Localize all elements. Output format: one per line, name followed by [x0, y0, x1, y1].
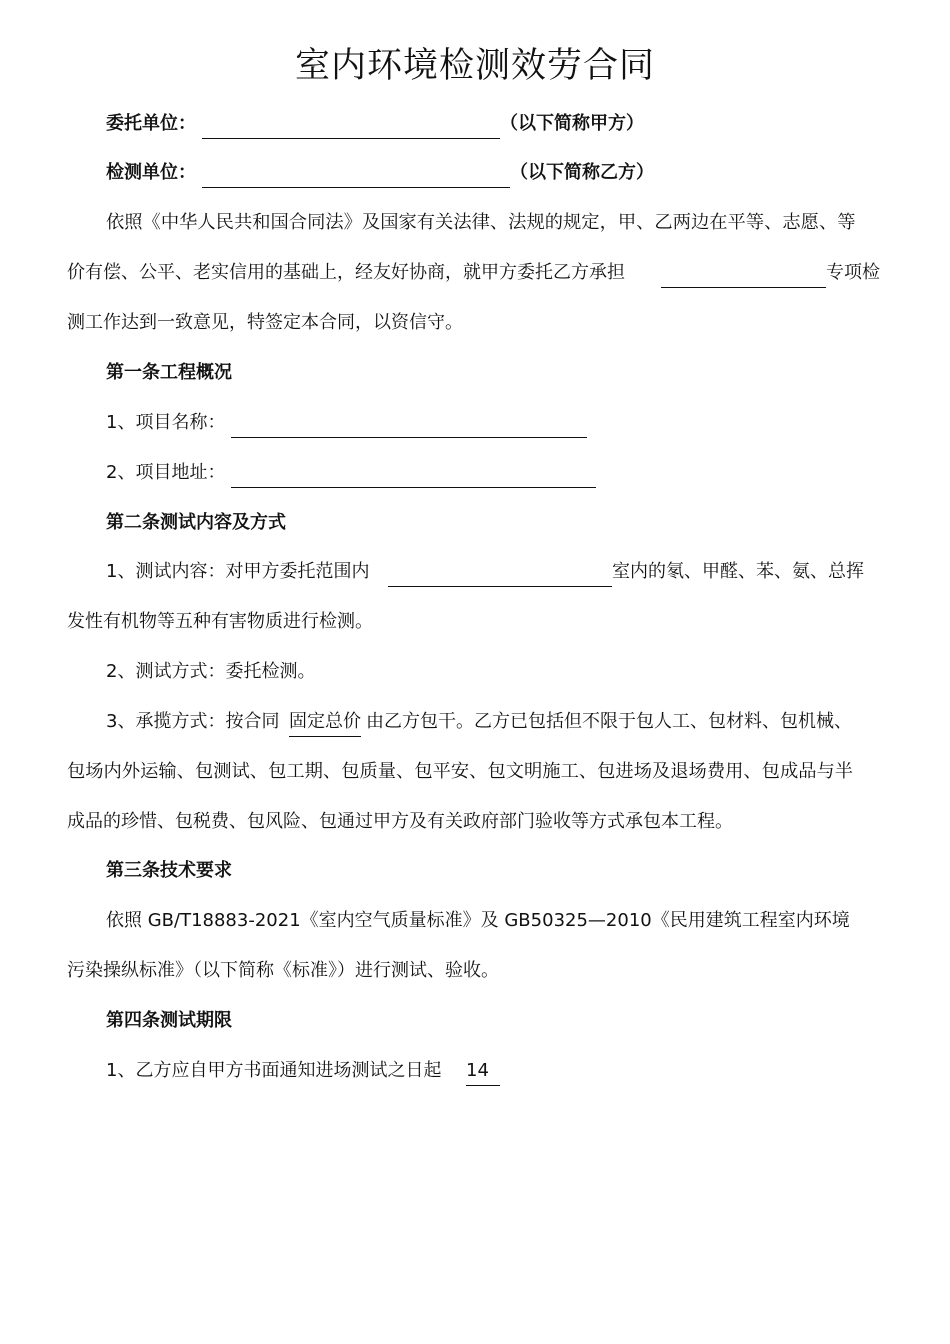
test-period-line: [0, 1056, 950, 1086]
contract-method-line-2: [0, 757, 950, 787]
project-name-blank: [231, 408, 587, 438]
article-3-heading: 第三条技术要求: [106, 860, 232, 881]
intro-line-1: [0, 208, 950, 238]
contract-method-line: [0, 707, 950, 737]
contract-method-text-c: 包场内外运输、包测试、包工期、包质量、包平安、包文明施工、包进场及退场费用、包成品与半: [67, 761, 854, 782]
project-type-blank: [661, 258, 826, 288]
test-content-text-a: 1、测试内容：对甲方委托范围内: [106, 561, 370, 582]
article-3-heading-line: [0, 856, 950, 886]
test-method-text: 2、测试方式：委托检测。: [106, 661, 316, 682]
test-scope-blank: [388, 557, 612, 587]
project-name-label: 1、项目名称：: [106, 412, 226, 433]
tester-label: 检测单位：: [106, 162, 196, 183]
test-content-text-b: 室内的氡、甲醛、苯、氨、总挥: [612, 561, 864, 582]
tech-req-text-1: 依照 GB/T18883-2021《室内空气质量标准》及 GB50325—2010《民用建筑工程室内环境: [106, 910, 850, 931]
article-1-heading: 第一条工程概况: [106, 362, 232, 383]
article-4-heading-line: [0, 1006, 950, 1036]
tester-suffix: （以下简称乙方）: [510, 162, 654, 183]
contract-method-line-3: [0, 807, 950, 837]
intro-text-3: 测工作达到一致意见，特签定本合同，以资信守。: [67, 312, 463, 333]
tester-blank: [202, 158, 510, 188]
fixed-total-price: 固定总价: [289, 707, 361, 737]
client-blank: [202, 109, 500, 139]
test-period-days: 14: [466, 1056, 500, 1086]
project-address-label: 2、项目地址：: [106, 462, 226, 483]
contract-method-text-b: 由乙方包干。乙方已包括但不限于包人工、包材料、包机械、: [366, 711, 852, 732]
tech-req-line-2: [0, 956, 950, 986]
contract-method-text-d: 成品的珍惜、包税费、包风险、包通过甲方及有关政府部门验收等方式承包本工程。: [67, 811, 733, 832]
tech-req-text-2: 污染操纵标准》（以下简称《标准》）进行测试、验收。: [67, 960, 499, 981]
test-method-line: [0, 657, 950, 687]
intro-text-1: 依照《中华人民共和国合同法》及国家有关法律、法规的规定，甲、乙两边在平等、志愿、等: [106, 212, 856, 233]
article-2-heading-line: [0, 508, 950, 538]
article-4-heading: 第四条测试期限: [106, 1010, 232, 1031]
client-line: [0, 109, 950, 139]
test-period-text: 1、乙方应自甲方书面通知进场测试之日起: [106, 1060, 442, 1081]
project-address-blank: [231, 458, 596, 488]
article-1-heading-line: [0, 358, 950, 388]
project-address-line: [0, 458, 950, 488]
intro-line-2: [0, 258, 950, 288]
tech-req-line-1: [0, 906, 950, 936]
project-name-line: [0, 408, 950, 438]
test-content-text-c: 发性有机物等五种有害物质进行检测。: [67, 611, 373, 632]
test-content-line: [0, 557, 950, 587]
tester-line: [0, 158, 950, 188]
intro-text-2a: 价有偿、公平、老实信用的基础上，经友好协商，就甲方委托乙方承担: [67, 262, 625, 283]
test-content-line-2: [0, 607, 950, 637]
article-2-heading: 第二条测试内容及方式: [106, 512, 286, 533]
intro-text-2b: 专项检: [826, 262, 880, 283]
client-label: 委托单位：: [106, 113, 196, 134]
document-title: 室内环境检测效劳合同: [294, 46, 655, 86]
client-suffix: （以下简称甲方）: [500, 113, 644, 134]
intro-line-3: [0, 308, 950, 338]
contract-method-text-a: 3、承揽方式：按合同: [106, 711, 280, 732]
